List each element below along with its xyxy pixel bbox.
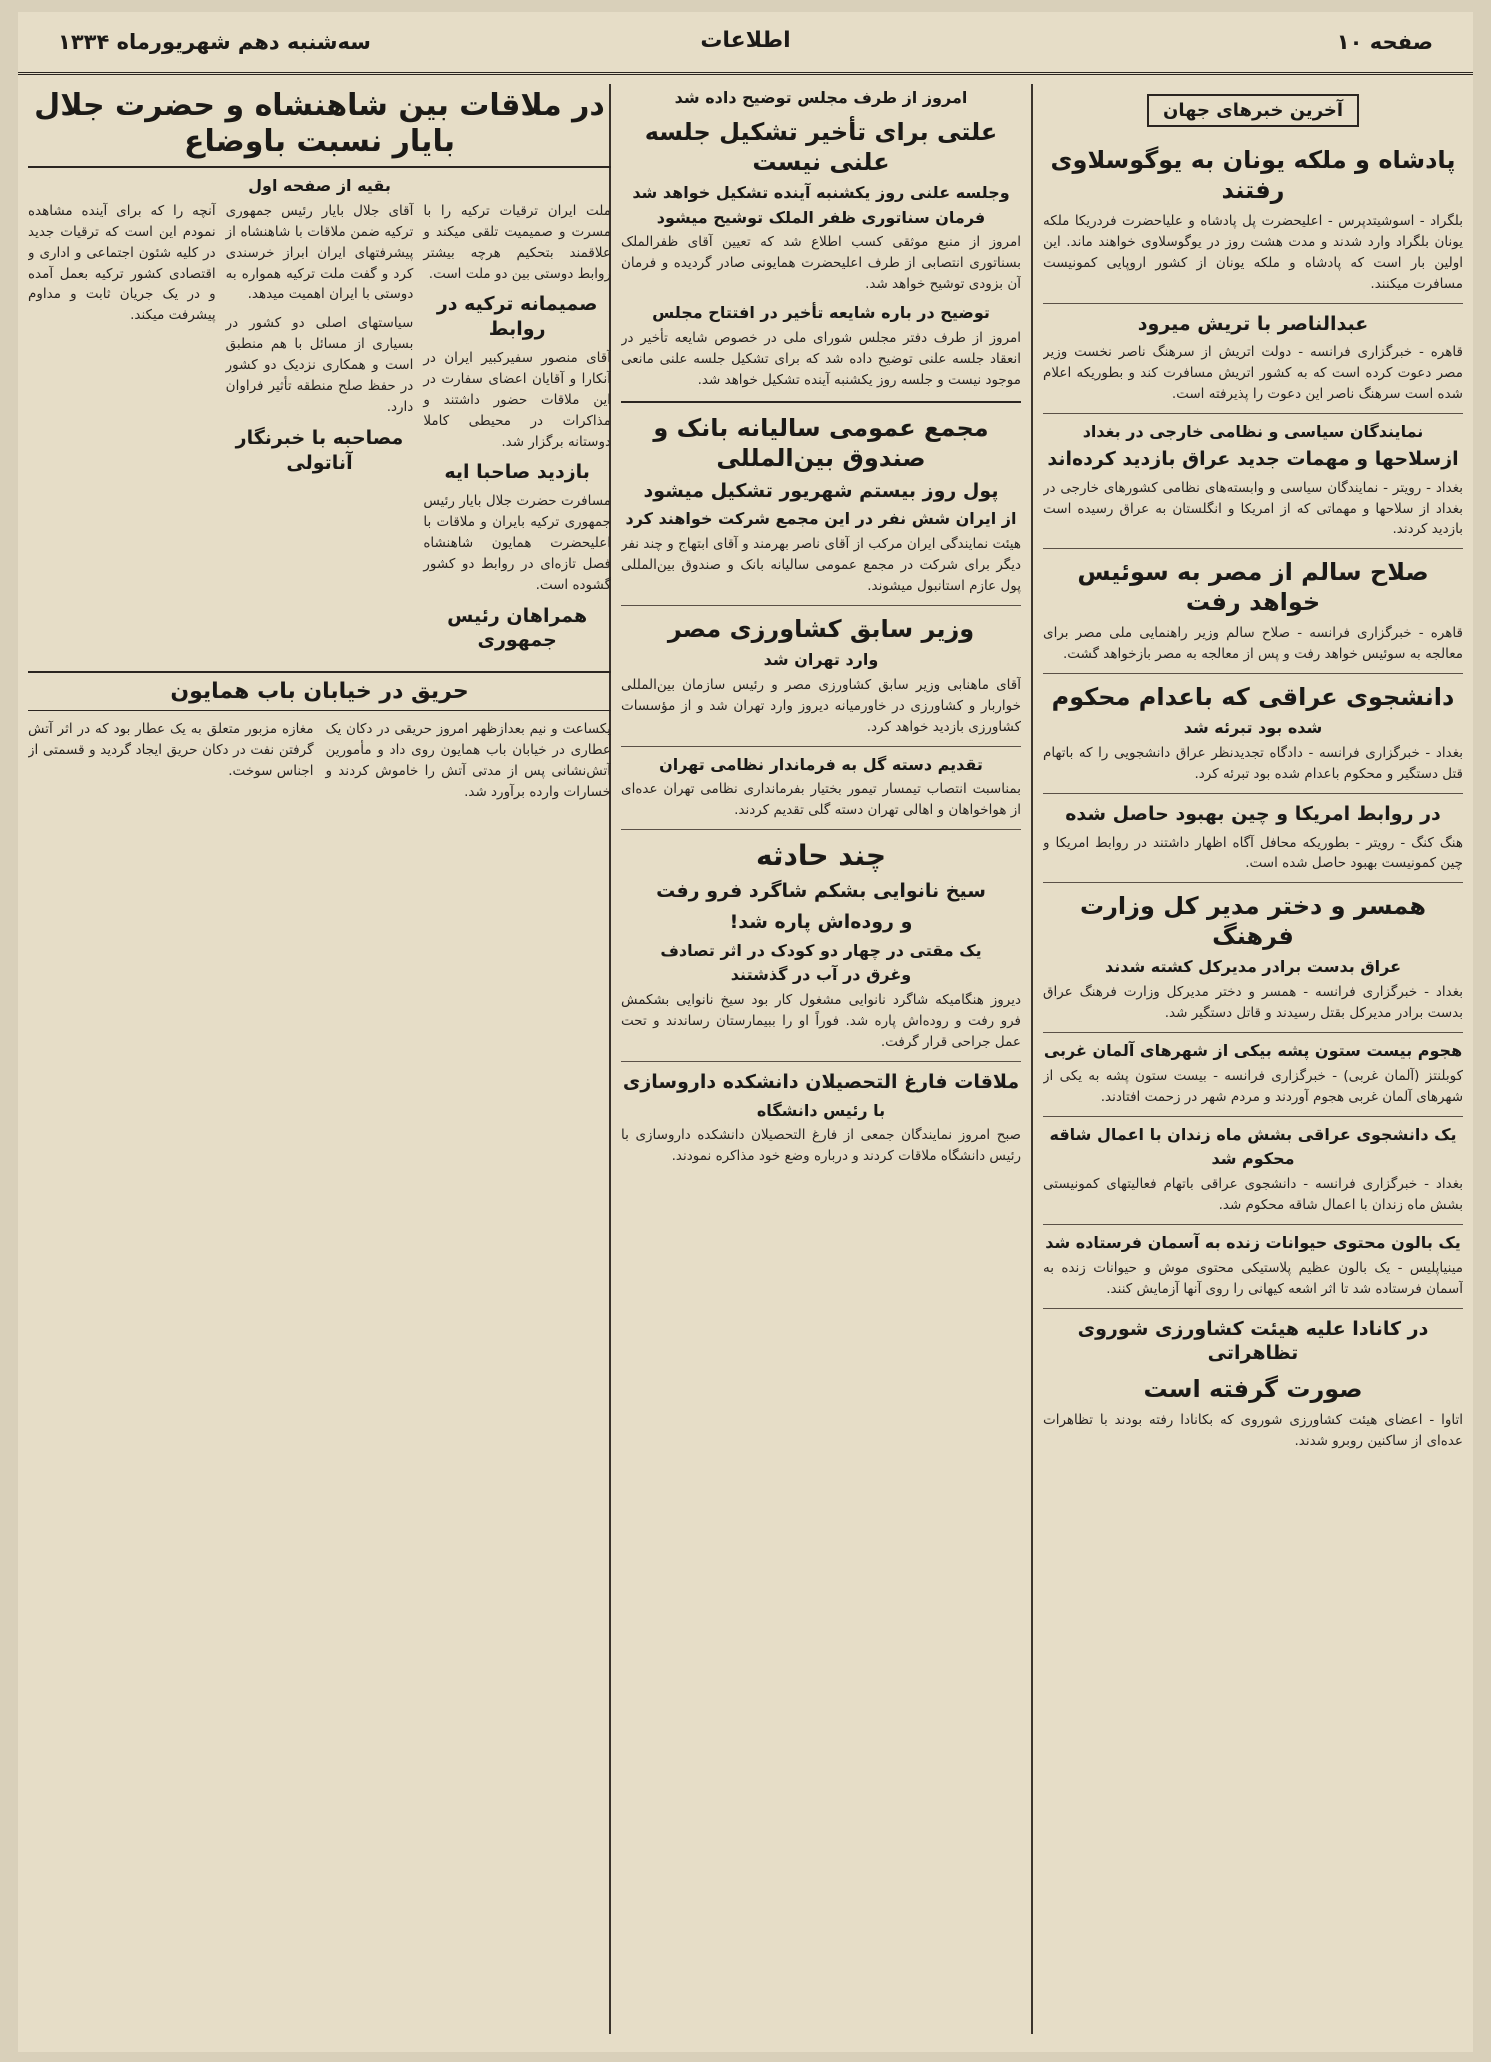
story-body: مسافرت حضرت جلال بایار رئیس جمهوری ترکیه بایران و ملاقات با اعلیحضرت همایون شاهنشاه فصل تازه‌ای در روابط دو کشور گشوده است. [423,493,611,593]
story-subhead: محکوم شد [1211,1149,1295,1169]
story-headline: هجوم بیست ستون پشه بیکی از شهرهای آلمان غربی [1043,1041,1463,1061]
story-subhead: عراق بدست برادر مدیرکل کشته شدند [1104,957,1402,977]
story-headline: نمایندگان سیاسی و نظامی خارجی در بغداد [1082,422,1424,442]
story-headline: تقدیم دسته گل به فرماندار نظامی تهران [659,754,983,774]
middle-column [621,84,1021,2034]
story-deck: از ایران شش نفر در این مجمع شرکت خواهند کرد [625,509,1017,529]
story-headline: دانشجوی عراقی که باعدام محکوم [1051,683,1455,712]
page-number: صفحه ۱۰ [1336,30,1433,54]
story-headline: در کانادا علیه هیئت کشاورزی شوروی تظاهراتی [1077,1317,1429,1365]
story-subhead: وغرق در آب در گذشتند [730,965,912,985]
story-body: اتاوا - اعضای هیئت کشاورزی شوروی که بکانادا رفته بودند با تظاهرات عده‌ای از ساکنین روبرو شدند. [1043,1412,1463,1450]
section-subhead: همراهان رئیس جمهوری [447,604,588,652]
story-body: آقای جلال بایار رئیس جمهوری ترکیه ضمن ملاقات با شاهنشاه از پیشرفتهای ایران ابراز خرسندی کرد و گفت ملت ترکیه همواره به دوستی با ایران اهمیت میدهد. [225,202,414,303]
story [1043,1317,1463,1452]
section-subhead: بازدید صاحبا ایه [444,461,590,484]
story-subhead: صورت گرفته است [1143,1375,1363,1404]
story-body: امروز از طرف دفتر مجلس شورای ملی در خصوص شایعه تأخیر در انعقاد جلسه علنی توضیح داده شد که برای تشکیل جلسه علنی مانعی موجود نیست و جلسه روز یکشنبه آینده تشکیل خواهد شد. [621,329,1021,388]
story-body: بغداد - خبرگزاری فرانسه - همسر و دختر مدیرکل وزارت فرهنگ عراق بدست برادر مدیرکل بقتل رسیدند و قاتل دستگیر شد. [1043,984,1463,1022]
masthead [18,12,1473,75]
story-body: بغداد - خبرگزاری فرانسه - دادگاه تجدیدنظر عراق دانشجویی را که باتهام قتل دستگیر و محکوم باعدام شده بود تبرئه کرد. [1043,745,1463,782]
left-column [28,84,611,2034]
story [1043,422,1463,540]
story-kicker: امروز از طرف مجلس توضیح داده شد [674,88,968,107]
story-headline: علتی برای تأخیر تشکیل جلسه علنی نیست [644,117,998,176]
story-body: کوبلنتز (آلمان غربی) - خبرگزاری فرانسه - بیست ستون پشه به یکی از شهرهای آلمان غربی هجوم آوردند و مردم شهر در زحمت افتادند. [1043,1067,1463,1105]
story [1043,802,1463,875]
story-headline: در روابط امریکا و چین بهبود حاصل شده [1065,802,1441,825]
story-headline: توضیح در باره شایعه تأخیر در افتتاح مجلس [652,303,990,323]
story-body: مینیاپلیس - یک بالون عظیم پلاستیکی محتوی موش و حیوانات زنده به آسمان فرستاده شد تا اثر اشعه کیهانی را روی آنها آزمایش کنند. [1043,1259,1463,1297]
story [1043,891,1463,1024]
continued-note: بقیه از صفحه اول [248,176,391,195]
story-headline: وزیر سابق کشاورزی مصر [667,614,975,643]
story-body: بمناسبت انتصاب تیمسار تیمور بختیار بفرمانداری نظامی تهران عده‌ای از هواخواهان و اهالی تهران دسته گلی تقدیم کردند. [621,781,1021,819]
story-body: یکساعت و نیم بعدازظهر امروز حریقی در دکان یک عطاری در خیابان باب همایون روی داد و مأمورین آتش‌نشانی پس از مدتی آتش را خاموش کردند و خسارات وارده برآورد شد. [325,721,611,800]
story-headline: سیخ نانوایی بشکم شاگرد فرو رفت [656,880,986,903]
story-subhead: شده بود تبرئه شد [1183,718,1323,738]
story-headline: پادشاه و ملکه یونان به یوگوسلاوی رفتند [1050,146,1456,204]
story-headline: یک مقتی در چهار دو کودک در اثر تصادف [660,940,982,960]
story-headline: مجمع عمومی سالیانه بانک و صندوق بین‌المللی [653,413,989,472]
story-body: قاهره - خبرگزاری فرانسه - صلاح سالم وزیر راهنمایی ملی مصر برای معالجه به سوئیس خواهد رفت و پس از معالجه به مصر بازخواهد گشت. [1043,625,1463,663]
paper-name: اطلاعات [700,28,791,53]
lead-headline: در ملاقات بین شاهنشاه و حضرت جلال بایار نسبت باوضاع [28,88,611,168]
story-body: آقای منصور سفیرکبیر ایران در آنکارا و آقایان اعضای سفارت در این ملاقات حضور داشتند و مذاکرات در محیطی کاملا دوستانه برگزار شد. [423,349,611,450]
story-body: دیروز هنگامیکه شاگرد نانوایی مشغول کار بود سیخ نانوایی بشکمش فرو رفت و روده‌اش پاره شد. فوراً او را ببیمارستان رساندند و تحت عمل جراحی قرار گرفت. [621,992,1021,1050]
story-subhead: با رئیس دانشگاه [756,1100,886,1120]
story-subhead: پول روز بیستم شهریور تشکیل میشود [643,479,999,502]
section-subhead: صمیمانه ترکیه در روابط [436,293,598,341]
issue-date: سه‌شنبه دهم شهریورماه ۱۳۳۴ [58,30,371,54]
story-body: هیئت نمایندگی ایران مرکب از آقای ناصر بهرمند و آقای ابتهاج و چند نفر دیگر برای شرکت در مجمع عمومی سالیانه بانک و صندوق بین‌المللی پول عازم استانبول میشوند. [621,536,1021,595]
story-deck: فرمان سناتوری ظفر الملک توشیح میشود [656,207,986,227]
column-divider [1031,84,1033,2034]
story-subhead: و روده‌اش پاره شد! [729,910,913,933]
story-headline: عبدالناصر با تریش میرود [1137,312,1369,335]
story-body: سیاستهای اصلی دو کشور در بسیاری از مسائل با هم منطبق است و همکاری نزدیک دو کشور در حفظ صلح منطقه تأثیر فراوان دارد. [225,315,414,416]
story [1043,312,1463,405]
story-body: آنچه را که برای آینده مشاهده نمودم این است که ترقیات جدید در کلیه شئون اجتماعی و اداری و اقتصادی کشور ترکیه بعمل آمده و در یک جریان ثابت و مداوم پیشرفت میکند. [28,202,216,324]
story-headline: حریق در خیابان باب همایون [28,671,611,711]
story-body: بغداد - رویتر - نمایندگان سیاسی و وابسته‌های نظامی کشورهای خارجی در بغداد از سلاحها و مهماتی که از امریکا و انگلستان به عراق رسیده است بازدید کردند. [1043,479,1463,538]
story-body: بلگراد - اسوشیتدپرس - اعلیحضرت پل پادشاه و علیاحضرت فردریکا ملکه یونان بلگراد وارد شدند و مدت هشت روز در یوگوسلاوی خواهند ماند. این اولین بار است که پادشاه و ملکه یونان از کشور اروپایی کمونیست مسافرت میکنند. [1043,213,1463,292]
story-body: قاهره - خبرگزاری فرانسه - دولت اتریش از سرهنگ ناصر نخست وزیر مصر دعوت کرده است که به کشور اتریش مسافرت کند و بطوریکه اعلام شده است سرهنگ ناصر این دعوت را پذیرفته است. [1043,344,1463,403]
story-body: هنگ کنگ - رویتر - بطوریکه محافل آگاه اظهار داشتند در روابط امریکا و چین کمونیست بهبود حاصل شده است. [1043,834,1463,872]
story [1043,145,1463,295]
story [1043,1041,1463,1108]
story [1043,557,1463,665]
story-body: امروز از منبع موثقی کسب اطلاع شد که تعیین آقای ظفرالملک بسناتوری انتصابی از طرف اعلیحضرت همایونی صادر گردیده و فرمان آن بزودی توشیح خواهد شد. [621,234,1021,293]
story-subhead: ازسلاحها و مهمات جدید عراق بازدید کرده‌اند [1047,447,1459,470]
story-subhead: وجلسه علنی روز یکشنبه آینده تشکیل خواهد شد [632,182,1010,202]
story-body: مغازه مزبور متعلق به یک عطار بود که در اثر آتش گرفتن نفت در دکان حریق ایجاد گردید و قسمتی از اجناس سوخت. [28,721,314,779]
story [1043,1233,1463,1300]
story-headline: صلاح سالم از مصر به سوئیس خواهد رفت [1077,558,1429,617]
story-body: آقای ماهنابی وزیر سابق کشاورزی مصر و رئیس سازمان بین‌المللی خواربار و کشاورزی در خاورمیانه دیروز وارد تهران شد و از مؤسسات کشاورزی بازدید خواهد کرد. [621,676,1021,735]
story-body: بغداد - خبرگزاری فرانسه - دانشجوی عراقی باتهام فعالیتهای کمونیستی بشش ماه زندان با اعمال شاقه محکوم شد. [1043,1176,1463,1214]
right-column [1043,84,1463,2034]
section-subhead: مصاحبه با خبرنگار آناتولی [235,427,404,474]
section-headline: چند حادثه [755,839,887,873]
story-headline: ملاقات فارغ التحصیلان دانشکده داروسازی [622,1070,1020,1093]
story-subhead: وارد تهران شد [763,649,879,669]
story-body: ملت ایران ترقیات ترکیه را با مسرت و صمیمیت تلقی میکند و علاقمند بتحکیم هرچه بیشتر روابط دوستی بین دو ملت است. [423,202,611,282]
newspaper-page [18,12,1473,2052]
story-headline: همسر و دختر مدیر کل وزارت فرهنگ [1079,892,1427,951]
story [1043,682,1463,785]
section-label: آخرین خبرهای جهان [1147,94,1359,127]
story-body: صبح امروز نمایندگان جمعی از فارغ التحصیلان دانشکده داروسازی با رئیس دانشگاه ملاقات کردند و درباره وضع خود مذاکره نمودند. [621,1127,1021,1165]
story [1043,1125,1463,1216]
story-headline: یک بالون محتوی حیوانات زنده به آسمان فرستاده شد [1045,1233,1461,1253]
story-headline: یک دانشجوی عراقی بشش ماه زندان با اعمال شاقه [1049,1124,1457,1144]
